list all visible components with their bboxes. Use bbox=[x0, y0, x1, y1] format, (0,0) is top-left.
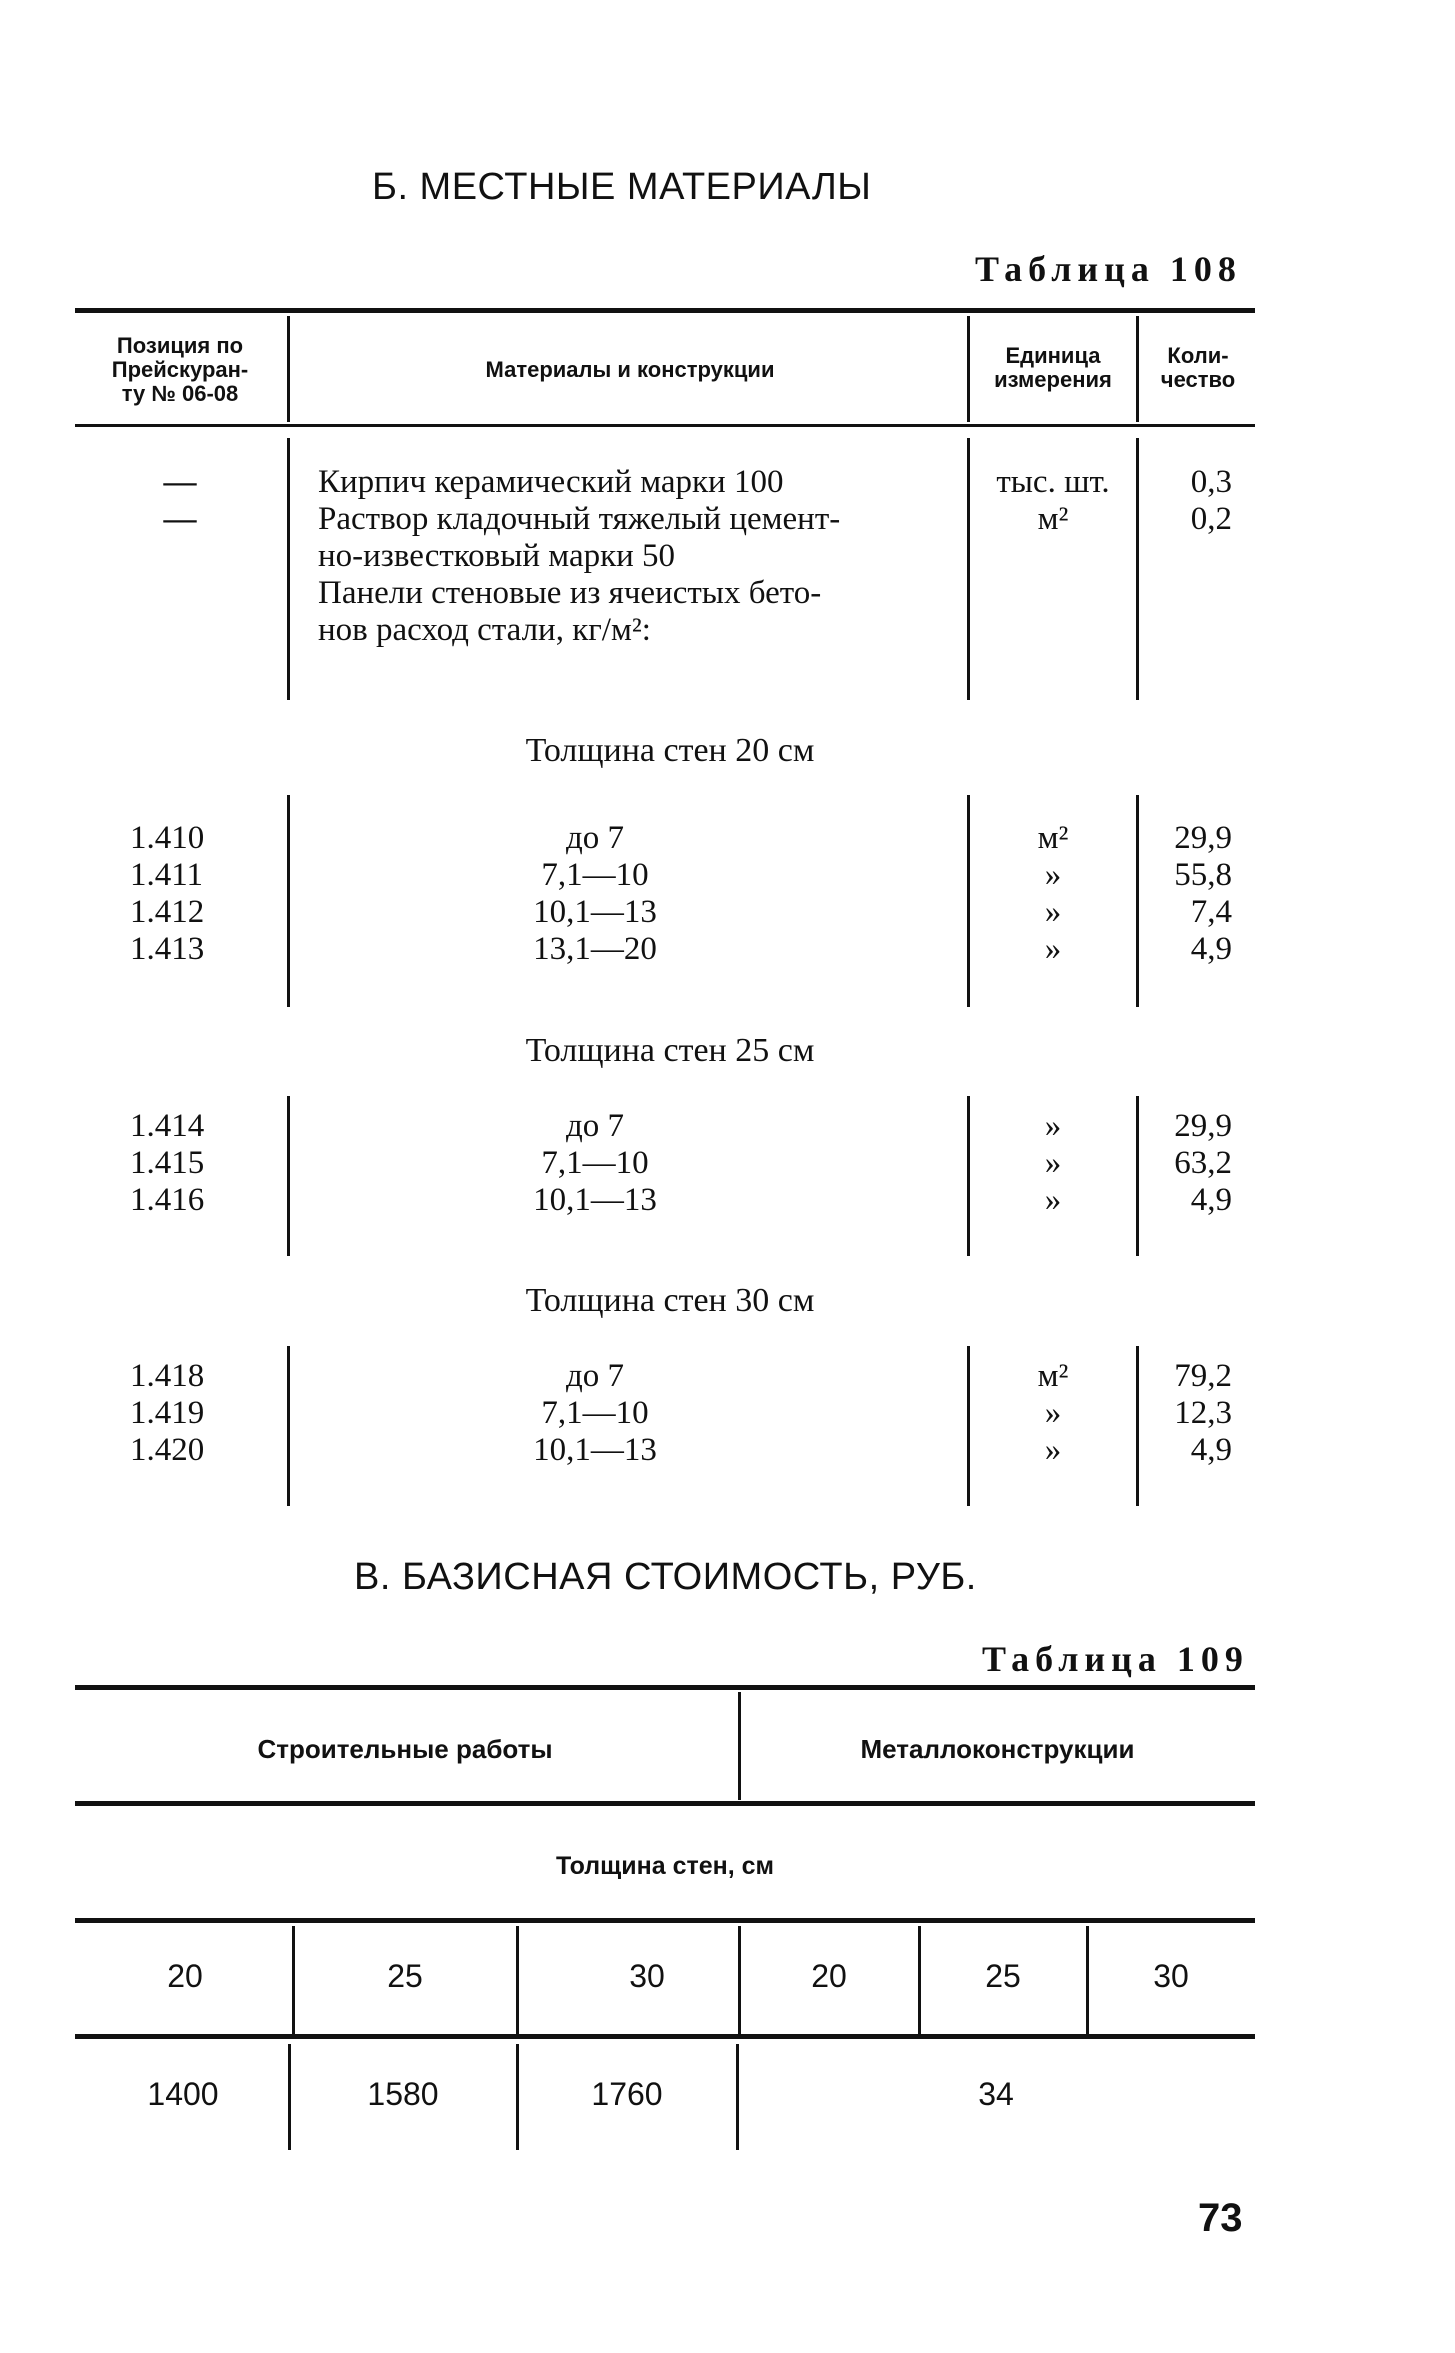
header-qty: Коли- чество bbox=[1160, 343, 1236, 392]
value-20-construction: 1400 bbox=[147, 2076, 219, 2112]
thickness-20-construction: 20 bbox=[167, 1958, 203, 1994]
g1-divider-2 bbox=[967, 795, 970, 1007]
subhead-30cm: Толщина стен 30 см bbox=[525, 1282, 815, 1319]
hdr-divider-2 bbox=[967, 316, 970, 422]
g3-divider-1 bbox=[287, 1346, 290, 1506]
table-108-label: Таблица 108 bbox=[975, 249, 1242, 289]
intro-divider-1 bbox=[287, 438, 290, 700]
subhead-20cm: Толщина стен 20 см bbox=[525, 732, 815, 769]
g2-divider-2 bbox=[967, 1096, 970, 1256]
t-div-2 bbox=[516, 1926, 519, 2034]
t-div-4 bbox=[918, 1926, 921, 2034]
group-header-construction: Строительные работы bbox=[257, 1734, 553, 1764]
table-108-top-rule bbox=[75, 308, 1255, 313]
t-div-1 bbox=[292, 1926, 295, 2034]
t109-group-divider bbox=[738, 1692, 741, 1800]
intro-positions: — — bbox=[163, 464, 197, 537]
intro-divider-3 bbox=[1136, 438, 1139, 700]
thickness-25-metal: 25 bbox=[985, 1958, 1021, 1994]
thickness-25-construction: 25 bbox=[387, 1958, 423, 1994]
value-25-construction: 1580 bbox=[367, 2076, 439, 2112]
g1-units: м² » » » bbox=[1037, 820, 1069, 967]
table-109-header-rule bbox=[75, 2034, 1255, 2039]
g1-divider-3 bbox=[1136, 795, 1139, 1007]
g1-ranges: до 7 7,1—10 10,1—13 13,1—20 bbox=[533, 820, 657, 967]
g1-qty: 29,9 55,8 7,4 4,9 bbox=[1174, 820, 1232, 967]
g3-positions: 1.418 1.419 1.420 bbox=[130, 1358, 205, 1468]
header-materials: Материалы и конструкции bbox=[485, 357, 775, 382]
intro-units: тыс. шт. м² bbox=[996, 464, 1110, 537]
header-position: Позиция по Прейскуран- ту № 06-08 bbox=[111, 333, 249, 406]
section-c-title: В. БАЗИСНАЯ СТОИМОСТЬ, РУБ. bbox=[354, 1556, 977, 1598]
thickness-30-metal: 30 bbox=[1153, 1958, 1189, 1994]
group-header-metal: Металлоконструкции bbox=[860, 1734, 1135, 1764]
value-metal: 34 bbox=[978, 2076, 1014, 2112]
g1-positions: 1.410 1.411 1.412 1.413 bbox=[130, 820, 205, 967]
g1-divider-1 bbox=[287, 795, 290, 1007]
table-109-group-rule bbox=[75, 1801, 1255, 1806]
subhead-25cm: Толщина стен 25 см bbox=[525, 1032, 815, 1069]
g2-divider-3 bbox=[1136, 1096, 1139, 1256]
intro-text: Кирпич керамический марки 100 Раствор кладочный тяжелый цемент- но-известковый марки 50 Панели стеновые из ячеистых бето- нов расход стали, кг/м²: bbox=[318, 464, 841, 648]
intro-divider-2 bbox=[967, 438, 970, 700]
value-30-construction: 1760 bbox=[591, 2076, 663, 2112]
header-unit: Единица измерения bbox=[994, 343, 1112, 392]
g2-qty: 29,9 63,2 4,9 bbox=[1174, 1108, 1232, 1218]
section-b-title: Б. МЕСТНЫЕ МАТЕРИАЛЫ bbox=[372, 166, 872, 208]
v-div-1 bbox=[288, 2044, 291, 2150]
g3-units: м² » » bbox=[1037, 1358, 1069, 1468]
g2-divider-1 bbox=[287, 1096, 290, 1256]
v-div-2 bbox=[516, 2044, 519, 2150]
hdr-divider-1 bbox=[287, 316, 290, 422]
thickness-subheader: Толщина стен, см bbox=[555, 1852, 775, 1880]
page-number: 73 bbox=[1198, 2196, 1243, 2240]
g3-qty: 79,2 12,3 4,9 bbox=[1174, 1358, 1232, 1468]
g3-divider-3 bbox=[1136, 1346, 1139, 1506]
thickness-30-construction: 30 bbox=[629, 1958, 665, 1994]
g3-ranges: до 7 7,1—10 10,1—13 bbox=[533, 1358, 657, 1468]
t-div-5 bbox=[1086, 1926, 1089, 2034]
g2-positions: 1.414 1.415 1.416 bbox=[130, 1108, 205, 1218]
v-div-3 bbox=[736, 2044, 739, 2150]
table-109-label: Таблица 109 bbox=[982, 1639, 1249, 1679]
hdr-divider-3 bbox=[1136, 316, 1139, 422]
g2-ranges: до 7 7,1—10 10,1—13 bbox=[533, 1108, 657, 1218]
table-109-top-rule bbox=[75, 1685, 1255, 1690]
thickness-20-metal: 20 bbox=[811, 1958, 847, 1994]
intro-qty: 0,3 0,2 bbox=[1190, 464, 1232, 537]
g2-units: » » » bbox=[1044, 1108, 1062, 1218]
g3-divider-2 bbox=[967, 1346, 970, 1506]
table-108-header-rule bbox=[75, 424, 1255, 427]
table-109-sub-rule bbox=[75, 1918, 1255, 1923]
